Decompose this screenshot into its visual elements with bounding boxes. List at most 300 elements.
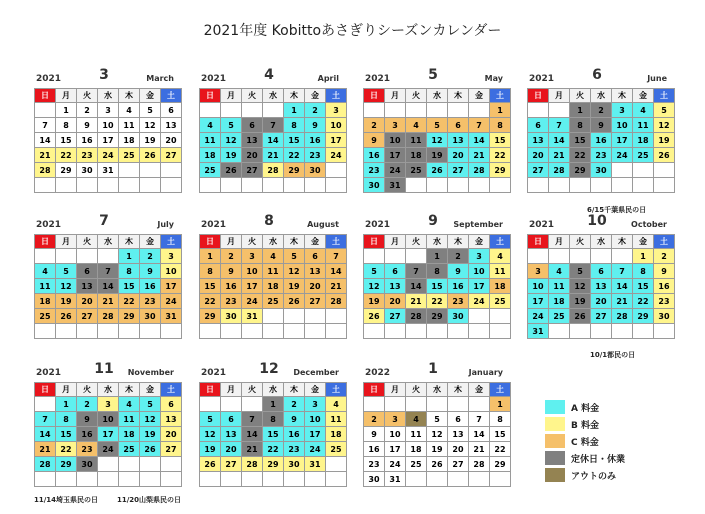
week-row [364, 264, 511, 279]
day-cell: 2 [591, 103, 612, 118]
day-cell: 15 [490, 427, 511, 442]
weekday-header: 金 [140, 383, 161, 397]
month-name: October [631, 220, 667, 229]
month-header [363, 214, 503, 234]
day-cell: 6 [528, 118, 549, 133]
day-cell: 11 [119, 412, 140, 427]
day-cell: 30 [284, 457, 305, 472]
day-cell [549, 103, 570, 118]
day-cell: 2 [448, 249, 469, 264]
day-cell: 26 [56, 309, 77, 324]
day-cell [305, 324, 326, 339]
weekday-header: 金 [469, 89, 490, 103]
day-cell: 25 [549, 309, 570, 324]
day-cell: 21 [242, 442, 263, 457]
day-cell: 9 [77, 412, 98, 427]
week-row [200, 103, 347, 118]
day-cell: 28 [242, 457, 263, 472]
day-cell: 23 [305, 148, 326, 163]
day-cell: 3 [98, 103, 119, 118]
weekday-header: 火 [406, 383, 427, 397]
weekday-header: 月 [56, 235, 77, 249]
weekday-header: 水 [263, 383, 284, 397]
week-row [200, 397, 347, 412]
day-cell: 24 [98, 442, 119, 457]
day-cell [570, 249, 591, 264]
day-cell: 4 [490, 249, 511, 264]
month-jan [363, 361, 506, 487]
week-row [200, 178, 347, 193]
month-table [34, 88, 182, 193]
day-cell: 23 [364, 457, 385, 472]
day-cell: 21 [469, 442, 490, 457]
day-cell: 22 [119, 294, 140, 309]
weekday-header: 水 [427, 383, 448, 397]
day-cell [385, 397, 406, 412]
day-cell: 18 [119, 427, 140, 442]
weekday-header: 火 [570, 235, 591, 249]
day-cell: 3 [326, 103, 347, 118]
week-row [528, 249, 675, 264]
day-cell: 7 [549, 118, 570, 133]
week-row [364, 133, 511, 148]
month-header [34, 214, 174, 234]
month-name: January [468, 368, 503, 377]
day-cell: 22 [263, 442, 284, 457]
day-cell: 8 [490, 412, 511, 427]
weekday-header: 水 [263, 235, 284, 249]
weekday-header: 金 [305, 235, 326, 249]
weekday-header: 日 [200, 89, 221, 103]
day-cell [469, 103, 490, 118]
day-cell: 27 [242, 163, 263, 178]
day-cell [161, 178, 182, 193]
day-cell: 23 [284, 442, 305, 457]
week-row [200, 148, 347, 163]
weekday-header: 金 [469, 235, 490, 249]
day-cell: 12 [364, 279, 385, 294]
day-cell: 6 [305, 249, 326, 264]
week-row [364, 324, 511, 339]
day-cell: 1 [570, 103, 591, 118]
day-cell: 10 [612, 118, 633, 133]
month-header [34, 68, 174, 88]
weekday-header: 火 [242, 383, 263, 397]
day-cell: 16 [364, 442, 385, 457]
day-cell: 11 [119, 118, 140, 133]
week-row [200, 412, 347, 427]
day-cell [56, 324, 77, 339]
day-cell: 26 [200, 457, 221, 472]
day-cell: 27 [385, 309, 406, 324]
day-cell: 9 [284, 412, 305, 427]
day-cell [119, 178, 140, 193]
day-cell [35, 249, 56, 264]
weekday-header: 月 [221, 383, 242, 397]
legend-swatch-c [545, 434, 565, 448]
day-cell: 12 [284, 264, 305, 279]
month-may [363, 67, 506, 193]
day-cell [633, 324, 654, 339]
day-cell: 29 [200, 309, 221, 324]
day-cell [591, 324, 612, 339]
day-cell: 7 [35, 412, 56, 427]
weekday-header: 月 [385, 89, 406, 103]
day-cell: 13 [385, 279, 406, 294]
week-row [200, 442, 347, 457]
weekday-header: 木 [612, 89, 633, 103]
week-row [528, 178, 675, 193]
week-row [35, 472, 182, 487]
weekday-header-row [528, 89, 675, 103]
day-cell: 25 [406, 163, 427, 178]
week-row [364, 178, 511, 193]
day-cell: 25 [490, 294, 511, 309]
day-cell: 12 [200, 427, 221, 442]
day-cell: 29 [119, 309, 140, 324]
month-number: 4 [264, 67, 274, 83]
day-cell: 22 [56, 148, 77, 163]
day-cell: 20 [448, 148, 469, 163]
day-cell: 4 [119, 103, 140, 118]
day-cell: 16 [284, 427, 305, 442]
month-number: 8 [264, 213, 274, 229]
day-cell: 26 [427, 457, 448, 472]
day-cell: 18 [35, 294, 56, 309]
day-cell: 29 [570, 163, 591, 178]
day-cell [305, 472, 326, 487]
day-cell [406, 103, 427, 118]
day-cell: 23 [591, 148, 612, 163]
month-table [527, 234, 675, 339]
day-cell: 5 [427, 412, 448, 427]
day-cell: 2 [221, 249, 242, 264]
week-row [35, 412, 182, 427]
month-year: 2021 [529, 74, 555, 84]
month-year: 2021 [36, 220, 62, 230]
day-cell [284, 324, 305, 339]
day-cell: 30 [77, 457, 98, 472]
day-cell: 6 [221, 412, 242, 427]
day-cell: 25 [200, 163, 221, 178]
month-year: 2021 [201, 220, 227, 230]
day-cell: 21 [469, 148, 490, 163]
day-cell [242, 397, 263, 412]
day-cell: 13 [161, 412, 182, 427]
week-row [200, 279, 347, 294]
day-cell: 9 [591, 118, 612, 133]
day-cell: 29 [490, 163, 511, 178]
day-cell: 1 [490, 397, 511, 412]
day-cell: 14 [242, 427, 263, 442]
weekday-header: 日 [364, 89, 385, 103]
weekday-header: 日 [35, 89, 56, 103]
day-cell: 17 [469, 279, 490, 294]
day-cell: 6 [161, 397, 182, 412]
day-cell: 31 [161, 309, 182, 324]
day-cell: 2 [305, 103, 326, 118]
day-cell: 10 [385, 133, 406, 148]
weekday-header: 木 [119, 235, 140, 249]
weekday-header: 火 [77, 383, 98, 397]
day-cell: 2 [77, 103, 98, 118]
day-cell [326, 163, 347, 178]
weekday-header: 火 [570, 89, 591, 103]
day-cell: 30 [364, 472, 385, 487]
day-cell: 24 [326, 148, 347, 163]
day-cell: 5 [284, 249, 305, 264]
day-cell: 15 [200, 279, 221, 294]
weekday-header: 木 [119, 89, 140, 103]
day-cell: 27 [161, 148, 182, 163]
day-cell: 6 [385, 264, 406, 279]
day-cell: 12 [56, 279, 77, 294]
week-row [364, 427, 511, 442]
day-cell: 21 [263, 148, 284, 163]
month-table [199, 382, 347, 487]
day-cell [221, 397, 242, 412]
day-cell: 10 [469, 264, 490, 279]
day-cell: 28 [469, 457, 490, 472]
day-cell [612, 163, 633, 178]
day-cell [161, 163, 182, 178]
weekday-header: 土 [161, 235, 182, 249]
weekday-header: 金 [633, 235, 654, 249]
week-row [35, 148, 182, 163]
week-row [528, 324, 675, 339]
day-cell: 17 [385, 148, 406, 163]
month-year: 2021 [365, 220, 391, 230]
week-row [200, 163, 347, 178]
weekday-header: 水 [98, 89, 119, 103]
day-cell [490, 309, 511, 324]
day-cell [161, 324, 182, 339]
day-cell: 27 [221, 457, 242, 472]
day-cell: 23 [221, 294, 242, 309]
month-name: June [647, 74, 667, 83]
weekday-header-row [364, 89, 511, 103]
legend-label-closed: 定休日・休業 [571, 455, 626, 465]
day-cell: 24 [305, 442, 326, 457]
month-name: July [157, 220, 174, 229]
day-cell: 29 [490, 457, 511, 472]
day-cell [284, 309, 305, 324]
day-cell: 13 [221, 427, 242, 442]
weekday-header: 木 [284, 235, 305, 249]
day-cell [490, 472, 511, 487]
month-number: 12 [259, 361, 279, 377]
weekday-header: 木 [284, 89, 305, 103]
day-cell [263, 103, 284, 118]
day-cell: 12 [140, 412, 161, 427]
week-row [35, 442, 182, 457]
day-cell: 19 [427, 442, 448, 457]
day-cell: 5 [427, 118, 448, 133]
day-cell: 1 [427, 249, 448, 264]
day-cell [406, 178, 427, 193]
day-cell: 14 [35, 427, 56, 442]
day-cell [469, 324, 490, 339]
legend-label-out-only: アウトのみ [571, 472, 617, 482]
day-cell: 21 [98, 294, 119, 309]
day-cell: 3 [469, 249, 490, 264]
day-cell: 13 [591, 279, 612, 294]
month-table [199, 234, 347, 339]
day-cell: 5 [140, 397, 161, 412]
month-aug [199, 213, 342, 339]
day-cell: 19 [200, 442, 221, 457]
day-cell: 3 [242, 249, 263, 264]
day-cell: 24 [98, 148, 119, 163]
weekday-header: 木 [448, 89, 469, 103]
day-cell [221, 324, 242, 339]
day-cell: 6 [242, 118, 263, 133]
day-cell: 1 [56, 397, 77, 412]
day-cell: 20 [591, 294, 612, 309]
day-cell: 2 [364, 412, 385, 427]
day-cell: 8 [56, 412, 77, 427]
weekday-header: 火 [406, 89, 427, 103]
week-row [364, 472, 511, 487]
day-cell: 31 [385, 178, 406, 193]
day-cell [427, 324, 448, 339]
day-cell: 12 [427, 427, 448, 442]
day-cell: 28 [612, 309, 633, 324]
week-row [200, 118, 347, 133]
day-cell: 16 [591, 133, 612, 148]
week-row [35, 397, 182, 412]
weekday-header: 火 [77, 89, 98, 103]
week-row [35, 324, 182, 339]
day-cell: 12 [140, 118, 161, 133]
weekday-header: 土 [490, 383, 511, 397]
weekday-header-row [528, 235, 675, 249]
day-cell: 18 [326, 427, 347, 442]
day-cell [284, 472, 305, 487]
day-cell: 5 [221, 118, 242, 133]
day-cell [263, 309, 284, 324]
note-november-saitama: 11/14埼玉県民の日 [34, 496, 99, 504]
weekday-header-row [35, 89, 182, 103]
month-header [34, 362, 174, 382]
month-jun [527, 67, 670, 193]
month-jul [34, 213, 177, 339]
day-cell: 25 [406, 457, 427, 472]
day-cell [242, 324, 263, 339]
weekday-header: 木 [119, 383, 140, 397]
day-cell [469, 472, 490, 487]
day-cell [98, 472, 119, 487]
weekday-header: 火 [77, 235, 98, 249]
legend-swatch-out-only [545, 468, 565, 482]
day-cell: 9 [654, 264, 675, 279]
day-cell [77, 178, 98, 193]
day-cell: 14 [326, 264, 347, 279]
month-number: 5 [428, 67, 438, 83]
weekday-header: 月 [549, 235, 570, 249]
day-cell: 16 [654, 279, 675, 294]
day-cell [612, 324, 633, 339]
day-cell: 15 [56, 133, 77, 148]
day-cell: 23 [654, 294, 675, 309]
week-row [364, 397, 511, 412]
day-cell: 22 [56, 442, 77, 457]
day-cell: 12 [570, 279, 591, 294]
day-cell: 19 [570, 294, 591, 309]
day-cell: 31 [385, 472, 406, 487]
day-cell: 15 [633, 279, 654, 294]
day-cell: 14 [549, 133, 570, 148]
month-table [363, 382, 511, 487]
weekday-header: 水 [98, 383, 119, 397]
day-cell: 11 [549, 279, 570, 294]
day-cell: 28 [263, 163, 284, 178]
day-cell: 30 [448, 309, 469, 324]
day-cell [161, 457, 182, 472]
week-row [200, 264, 347, 279]
month-header [363, 68, 503, 88]
day-cell: 30 [654, 309, 675, 324]
day-cell: 16 [448, 279, 469, 294]
day-cell: 11 [326, 412, 347, 427]
week-row [200, 309, 347, 324]
day-cell: 14 [263, 133, 284, 148]
day-cell [119, 163, 140, 178]
day-cell [200, 178, 221, 193]
day-cell: 8 [490, 118, 511, 133]
month-number: 6 [592, 67, 602, 83]
day-cell: 13 [528, 133, 549, 148]
day-cell [633, 178, 654, 193]
weekday-header: 日 [364, 383, 385, 397]
day-cell: 1 [633, 249, 654, 264]
day-cell [98, 249, 119, 264]
day-cell: 10 [305, 412, 326, 427]
day-cell: 9 [364, 133, 385, 148]
day-cell [528, 103, 549, 118]
weekday-header: 木 [612, 235, 633, 249]
day-cell: 9 [364, 427, 385, 442]
weekday-header-row [35, 235, 182, 249]
day-cell: 21 [612, 294, 633, 309]
day-cell [364, 249, 385, 264]
day-cell: 28 [326, 294, 347, 309]
day-cell: 5 [654, 103, 675, 118]
day-cell [326, 178, 347, 193]
day-cell [140, 472, 161, 487]
day-cell [448, 178, 469, 193]
day-cell: 28 [35, 163, 56, 178]
day-cell: 14 [469, 133, 490, 148]
week-row [364, 442, 511, 457]
weekday-header: 金 [305, 89, 326, 103]
week-row [364, 412, 511, 427]
weekday-header: 金 [140, 89, 161, 103]
day-cell: 3 [161, 249, 182, 264]
day-cell: 4 [263, 249, 284, 264]
page-title: 2021年度 Kobittoあさぎりシーズンカレンダー [203, 23, 502, 39]
weekday-header-row [200, 89, 347, 103]
day-cell: 4 [406, 118, 427, 133]
day-cell: 13 [448, 427, 469, 442]
day-cell: 3 [612, 103, 633, 118]
day-cell: 14 [35, 133, 56, 148]
day-cell: 19 [56, 294, 77, 309]
day-cell: 11 [490, 264, 511, 279]
day-cell: 27 [305, 294, 326, 309]
day-cell [406, 249, 427, 264]
day-cell [305, 309, 326, 324]
